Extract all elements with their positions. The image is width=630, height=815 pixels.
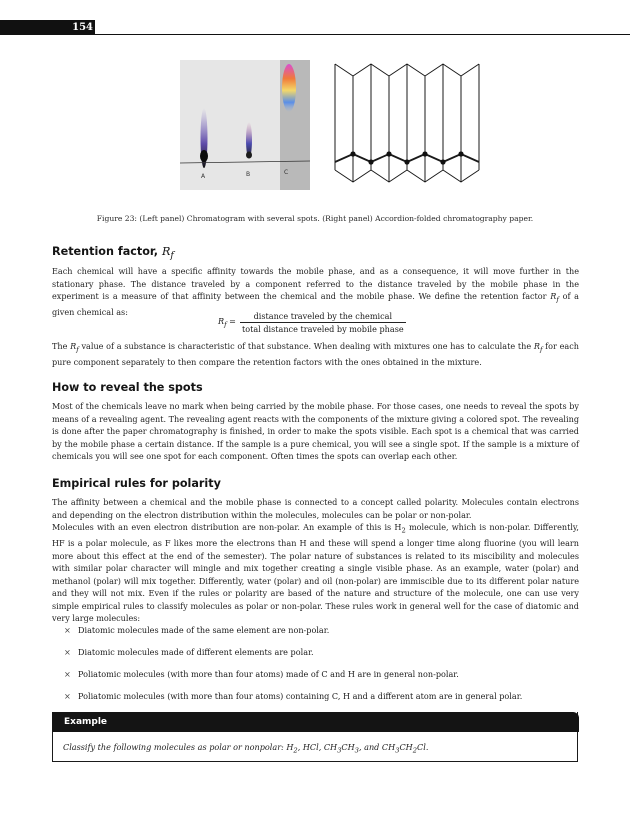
sample-spot (350, 151, 355, 156)
bullet-icon: × (64, 669, 71, 679)
sample-spot (368, 159, 373, 164)
sample-spot (386, 151, 391, 156)
reveal-paragraph: Most of the chemicals leave no mark when being carried by the mobile phase. For those cases, one needs to reveal the spots by means of a revealing agent. The revealing agent reacts with the components of the mixture giving a colored spot. The revealing is done after the paper chromatography is finished, in order to make the spots visible. Each spot is a chemical that was carried by the mobile phase a certain distance. If the sample is a pure chemical, you will see a single spot. If the sample is a mixture of chemicals you will see one spot for each component. Often times the spots can overlap each other. (52, 401, 579, 461)
spot-c (282, 64, 296, 112)
sample-spot (458, 151, 463, 156)
chromatogram-photo (180, 60, 310, 190)
label-c: C (284, 169, 289, 176)
page-number: 154 (0, 20, 95, 35)
formula-denominator: total distance traveled by mobile phase (241, 324, 404, 334)
polarity-paragraph-1: The affinity between a chemical and the mobile phase is connected to a concept called polarity. Molecules contain electrons and depending on the electron distribution within the molecules, molecules can be polar or non-polar. (52, 497, 579, 520)
example-title: Example (52, 712, 579, 732)
example-question: Classify the following molecules as polar or nonpolar: $H_2$, HCl, $CH_3CH_3$, and $CH_3CH_2Cl$. (63, 742, 429, 755)
section-heading-retention (52, 245, 174, 261)
heading-text: Retention factor, (52, 245, 159, 258)
sample-spot (440, 159, 445, 164)
figure-caption: Figure 23: (Left panel) Chromatogram with several spots. (Right panel) Accordion-folded chromatography paper. (96, 214, 534, 223)
header-rule (95, 34, 630, 35)
formula-numerator: distance traveled by the chemical (253, 311, 393, 321)
bullet-icon: × (64, 647, 71, 657)
heading-symbol: $R_f$ (161, 245, 174, 262)
chromatogram-drawing (180, 60, 310, 190)
label-a: A (201, 173, 206, 180)
list-item: × Diatomic molecules made of the same element are non-polar. (64, 624, 579, 646)
bullet-icon: × (64, 625, 71, 635)
retention-paragraph-2: The $R_f$ value of a substance is characteristic of that substance. When dealing with mixtures one has to calculate the $R_f$ for each pure component separately to then compare the retention factors with the ones obtained in the mixture. (52, 341, 579, 368)
bullet-icon: × (64, 691, 71, 701)
retention-paragraph-1: Each chemical will have a specific affinity towards the mobile phase, and as a consequence, it will move further in the stationary phase. The distance traveled by a component referred to the distance traveled by the mobile phase in the experiment is a measure of that affinity between the chemical and the mobile phase. We define the retention factor $R_f$ of a given chemical as: (52, 266, 579, 318)
retention-formula: $R_f$ = $\frac{\text{distance traveled by the chemical}}{\text{total distance traveled by mobile phase}}$ (218, 311, 404, 334)
bottom-folds (335, 170, 479, 182)
list-item: × Diatomic molecules made of different elements are polar. (64, 646, 579, 668)
label-b: B (246, 171, 251, 178)
spot-b-core (246, 152, 252, 159)
polarity-paragraph-2: Molecules with an even electron distribution are non-polar. An example of this is $H_2$ molecule, which is non-polar. Differently, HF is a polar molecule, as F likes more the electrons than H and these will spend a longer time along fluorine (you will learn more about this effect at the end of the semester). The polar nature of substances is related to its miscibility and molecules with similar polar character will mingle and mix together creating a single visible phase. As an example, water (polar) and methanol (polar) will mix together. Differently, water (polar) and oil (non-polar) are immiscible due to its different polar nature and they will not mix. Even if the rules or polarity are based of the nature and structure of the molecule, one can use very simple empirical rules to classify molecules as polar or non-polar. These rules work in general well for the case of diatomic and very large molecules: (52, 522, 579, 624)
sample-spot (404, 159, 409, 164)
list-item: × Poliatomic molecules (with more than four atoms) made of C and H are in general non-polar. (64, 668, 579, 690)
sample-spot (422, 151, 427, 156)
spot-a-core (200, 150, 208, 162)
polarity-rules-list (64, 624, 579, 712)
section-heading-reveal: How to reveal the spots (52, 381, 203, 394)
accordion-paper-diagram (333, 62, 493, 187)
list-item: × Poliatomic molecules (with more than four atoms) containing C, H and a different atom are in general polar. (64, 690, 579, 712)
section-heading-polarity: Empirical rules for polarity (52, 477, 221, 490)
